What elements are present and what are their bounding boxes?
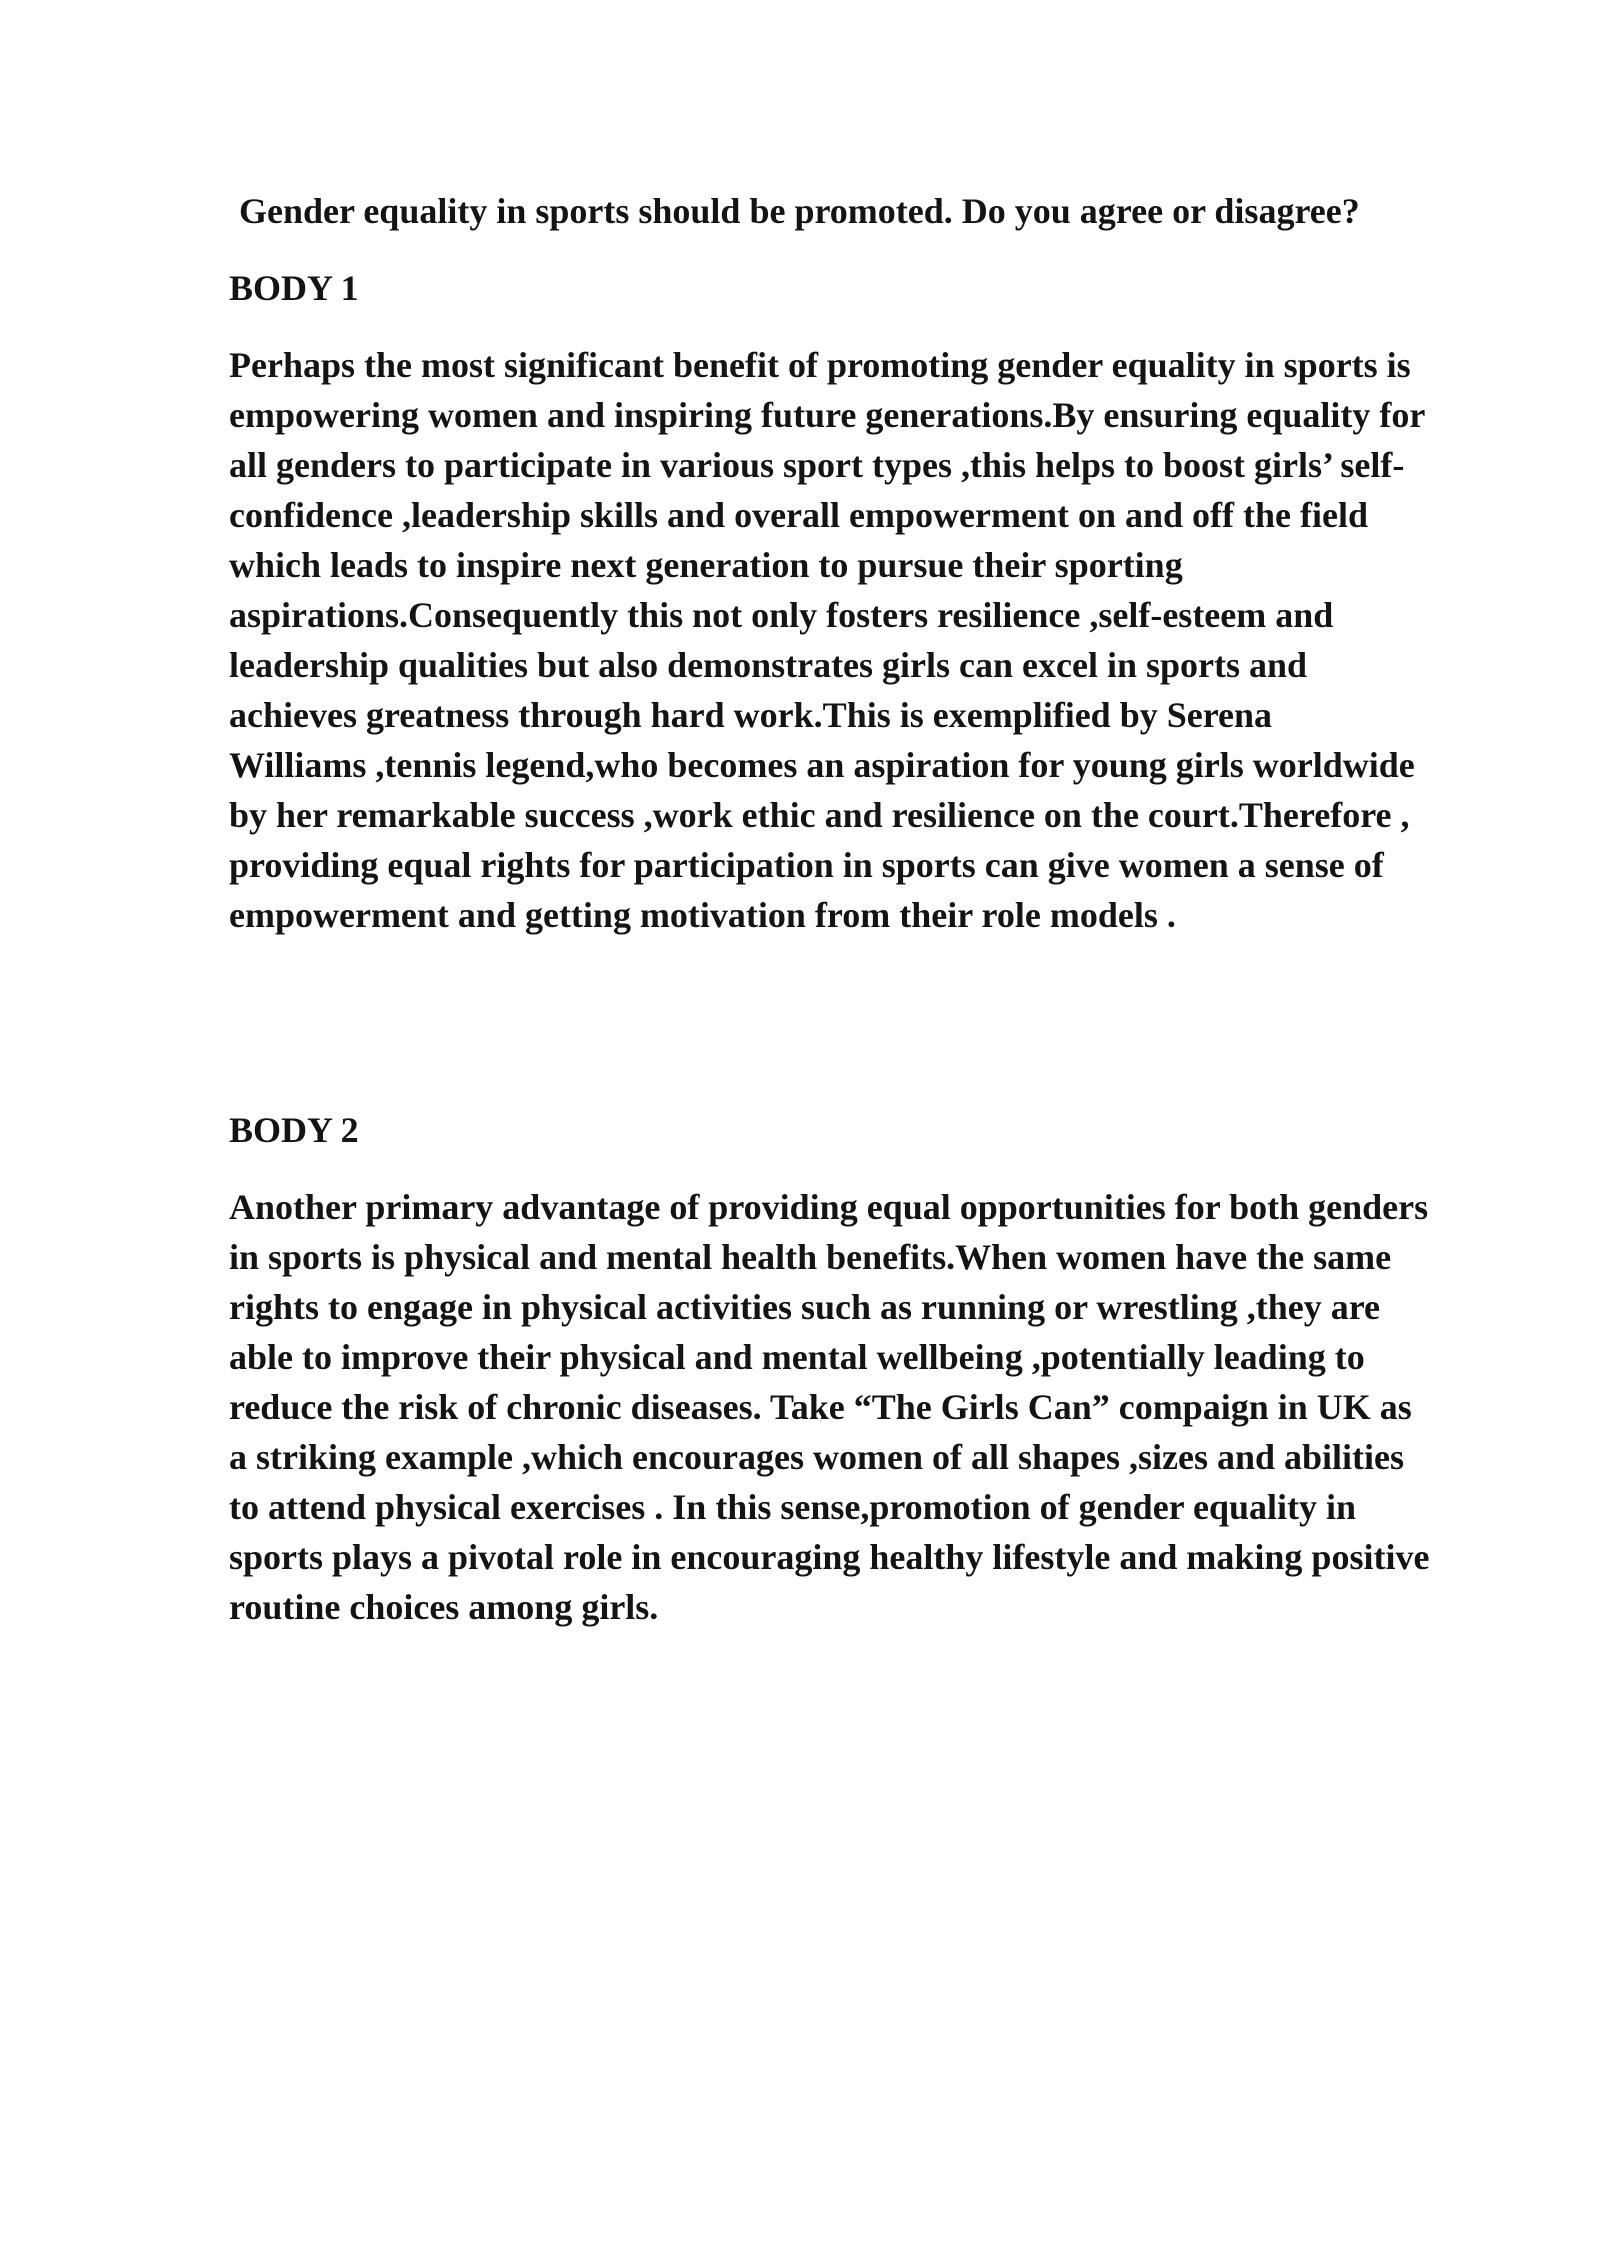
body-1-section xyxy=(229,263,1499,940)
text-line: rights to engage in physical activities such as running or wrestling ,they are xyxy=(229,1287,1381,1327)
section-spacer xyxy=(229,940,1499,1105)
text-line: by her remarkable success ,work ethic and resilience on the court.Therefore , xyxy=(229,795,1410,835)
text-line: able to improve their physical and mental wellbeing ,potentially leading to xyxy=(229,1337,1365,1377)
text-line: achieves greatness through hard work.This is exemplified by Serena xyxy=(229,695,1273,735)
text-line: aspirations.Consequently this not only fosters resilience ,self-esteem and xyxy=(229,595,1334,635)
text-line: providing equal rights for participation in sports can give women a sense of xyxy=(229,845,1384,885)
text-line: a striking example ,which encourages women of all shapes ,sizes and abilities xyxy=(229,1437,1405,1477)
text-line: Williams ,tennis legend,who becomes an aspiration for young girls worldwide xyxy=(229,745,1415,785)
body-2-paragraph xyxy=(229,1182,1499,1632)
text-line: empowering women and inspiring future generations.By ensuring equality for xyxy=(229,395,1426,435)
text-line: which leads to inspire next generation to pursue their sporting xyxy=(229,545,1183,585)
text-line: confidence ,leadership skills and overall empowerment on and off the field xyxy=(229,495,1368,535)
text-line: leadership qualities but also demonstrates girls can excel in sports and xyxy=(229,645,1308,685)
body-1-heading: BODY 1 xyxy=(229,268,359,308)
body-1-paragraph xyxy=(229,340,1499,940)
text-line: sports plays a pivotal role in encouraging healthy lifestyle and making positive xyxy=(229,1537,1430,1577)
text-line: empowerment and getting motivation from their role models . xyxy=(229,895,1176,935)
text-line: all genders to participate in various sport types ,this helps to boost girls’ self- xyxy=(229,445,1405,485)
text-line: Another primary advantage of providing equal opportunities for both genders xyxy=(229,1187,1429,1227)
body-2-section xyxy=(229,1105,1499,1632)
text-line: reduce the risk of chronic diseases. Take “The Girls Can” compaign in UK as xyxy=(229,1387,1412,1427)
text-line: Perhaps the most significant benefit of promoting gender equality in sports is xyxy=(229,345,1411,385)
text-line: routine choices among girls. xyxy=(229,1587,659,1627)
text-line: to attend physical exercises . In this sense,promotion of gender equality in xyxy=(229,1487,1357,1527)
text-line: in sports is physical and mental health benefits.When women have the same xyxy=(229,1237,1392,1277)
essay-title: Gender equality in sports should be promoted. Do you agree or disagree? xyxy=(239,191,1360,231)
body-2-heading: BODY 2 xyxy=(229,1110,359,1150)
document-body xyxy=(229,186,1499,1632)
